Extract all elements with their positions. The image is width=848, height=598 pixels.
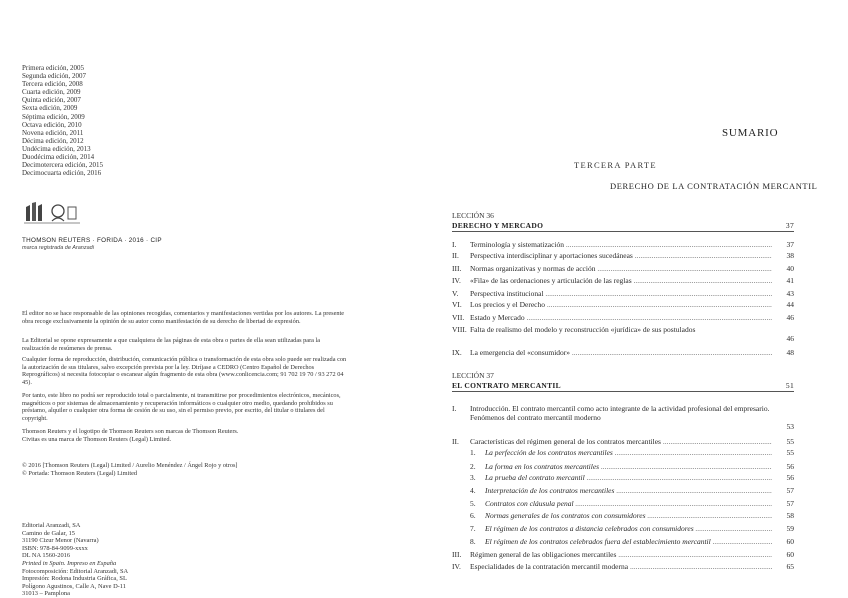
- publisher-name: THOMSON REUTERS · FORIDA · 2016 · CIP: [22, 237, 162, 244]
- page-number: 41: [786, 276, 794, 285]
- page-number: 55: [786, 448, 794, 457]
- imprint-line: Camino de Galar, 15: [22, 529, 75, 537]
- edition-line: Décima edición, 2012: [22, 136, 84, 145]
- legal-paragraph: Cualquier forma de reproducción, distribución, comunicación pública o transformación de esta obra solo puede ser realizada con la autorización de sus titulares, salvo excepción prevista por la ley. Diríjase a CEDRO (Centro Español de Derechos Reprográficos) si necesita fotocopiar o escanear algún fragmento de esta obra (www.conlicencia.com; 91 702 19 70 / 93 272 04 45).: [22, 356, 347, 386]
- lesson-title-text: EL CONTRATO MERCANTIL: [452, 381, 561, 390]
- page-number: 55: [786, 437, 794, 446]
- page-title: SUMARIO: [722, 127, 779, 139]
- entry-number: VII.: [452, 313, 465, 322]
- edition-line: Novena edición, 2011: [22, 128, 84, 137]
- edition-line: Decimotercera edición, 2015: [22, 161, 104, 170]
- page-number: 53: [786, 422, 794, 431]
- entry-title: Estado y Mercado .....: [470, 313, 772, 322]
- entry-title: La emergencia del «consumidor» .....: [470, 348, 772, 357]
- imprint-line: Editorial Aranzadi, SA: [22, 522, 81, 529]
- entry-number: III.: [452, 550, 462, 559]
- entry-number: 8.: [470, 537, 476, 546]
- entry-number: V.: [452, 289, 459, 298]
- page-number: 44: [786, 300, 794, 309]
- page-number: 46: [786, 334, 794, 343]
- page-number: 48: [786, 348, 794, 357]
- entry-number: IV.: [452, 276, 461, 285]
- imprint-line: Printed in Spain. Impreso en España: [22, 559, 117, 567]
- entry-title: «Fila» de las ordenaciones y articulación de las reglas .....: [470, 276, 772, 285]
- summary-page: [424, 0, 848, 597]
- legal-paragraph: Thomson Reuters y el logotipo de Thomson Reuters son marcas de Thomson Reuters.: [22, 428, 239, 435]
- entry-number: I.: [452, 240, 457, 249]
- edition-line: Séptima edición, 2009: [22, 112, 85, 121]
- entry-number: II.: [452, 251, 459, 260]
- page-number: 58: [786, 511, 794, 520]
- entry-number: II.: [452, 437, 459, 446]
- imprint-line: Polígono Agustinos, Calle A, Nave D-11: [22, 582, 126, 590]
- entry-title: Introducción. El contrato mercantil como acto integrante de la actividad profesional del empresario. Fenómenos del contrato mercantil moderno: [470, 404, 770, 423]
- legal-paragraph: El editor no se hace responsable de las opiniones recogidas, comentarios y manifestaciones vertidas por los autores. La presente obra recoge exclusivamente la opinión de su autor como manifestación de su derecho de libertad de expresión.: [22, 310, 345, 325]
- page-number: 46: [786, 313, 794, 322]
- lesson-title-text: DERECHO Y MERCADO: [452, 221, 544, 230]
- edition-line: Sexta edición, 2009: [22, 104, 78, 113]
- page-number: 38: [786, 251, 794, 260]
- entry-title: El régimen de los contratos a distancia celebrados con consumidores .....: [485, 524, 772, 533]
- page-number: 43: [786, 289, 794, 298]
- entry-title: Falta de realismo del modelo y reconstrucción «jurídica» de sus postulados: [470, 325, 696, 334]
- entry-number: IV.: [452, 562, 461, 571]
- entry-number: 6.: [470, 511, 476, 520]
- entry-title: Perspectiva institucional .....: [470, 289, 772, 298]
- imprint-block: [22, 522, 128, 598]
- imprint-line: 31190 Cizur Menor (Navarra): [22, 537, 99, 545]
- lesson-label: LECCIÓN 36: [452, 211, 494, 220]
- publisher-note: marca registrada de Aranzadi: [22, 245, 94, 251]
- entry-number: VI.: [452, 300, 462, 309]
- entry-number: 7.: [470, 524, 476, 533]
- edition-history: [22, 64, 103, 177]
- entry-number: 5.: [470, 499, 476, 508]
- entry-title: Terminología y sistematización .....: [470, 240, 772, 249]
- page-number: 51: [785, 381, 794, 390]
- page-number: 57: [786, 486, 794, 495]
- edition-line: Tercera edición, 2008: [22, 80, 83, 89]
- legal-paragraph: Civitas es una marca de Thomson Reuters (Legal) Limited.: [22, 436, 172, 443]
- entry-title: La perfección de los contratos mercantiles .....: [485, 448, 772, 457]
- legal-paragraph: Por tanto, este libro no podrá ser reproducido total o parcialmente, ni transmitirse por procedimientos electrónicos, mecánicos, magnéticos o por sistemas de almacenamiento y recuperación informáticos o cualquier otro medio, quedando prohibidos su préstamo, alquiler o cualquier otra forma de cesión de su uso, sin el permiso previo, por escrito, del titular o titulares del copyright.: [22, 392, 341, 422]
- entry-title: La forma en los contratos mercantiles .....: [485, 462, 772, 471]
- entry-number: IX.: [452, 348, 462, 357]
- entry-number: 3.: [470, 473, 476, 482]
- imprint-line: Impresión: Rodona Industria Gráfica, SL: [22, 575, 127, 583]
- copyright-line: © 2016 [Thomson Reuters (Legal) Limited / Aurelio Menéndez / Ángel Rojo y otros]: [22, 462, 238, 469]
- edition-line: Primera edición, 2005: [22, 64, 85, 72]
- edition-line: Cuarta edición, 2009: [22, 88, 81, 97]
- page-number: 60: [786, 550, 794, 559]
- entry-title: Interpretación de los contratos mercantiles .....: [485, 486, 772, 495]
- edition-line: Quinta edición, 2007: [22, 96, 81, 105]
- entry-title: Normas organizativas y normas de acción .....: [470, 264, 772, 273]
- entry-number: VIII.: [452, 325, 467, 334]
- imprint-line: DL NA 1560-2016: [22, 552, 71, 560]
- lesson-title: [452, 381, 794, 392]
- entry-title: Los precios y el Derecho .....: [470, 300, 772, 309]
- lesson-title: [452, 221, 794, 232]
- publisher-logo: [22, 201, 82, 225]
- copyright-line: © Portada: Thomson Reuters (Legal) Limited: [22, 470, 138, 477]
- part-label: TERCERA PARTE: [574, 160, 657, 170]
- page-number: 37: [785, 221, 794, 230]
- edition-line: Decimocuarta edición, 2016: [22, 169, 102, 178]
- entry-title: Características del régimen general de los contratos mercantiles .....: [470, 437, 772, 446]
- entry-title: Régimen general de las obligaciones mercantiles .....: [470, 550, 772, 559]
- edition-line: Duodécima edición, 2014: [22, 153, 95, 162]
- entry-number: III.: [452, 264, 462, 273]
- page-number: 56: [786, 462, 794, 471]
- page-number: 59: [786, 524, 794, 533]
- page-number: 56: [786, 473, 794, 482]
- page-number: 60: [786, 537, 794, 546]
- entry-title: El régimen de los contratos celebrados fuera del establecimiento mercantil .....: [485, 537, 772, 546]
- page-number: 37: [786, 240, 794, 249]
- entry-number: 2.: [470, 462, 476, 471]
- entry-number: 1.: [470, 448, 476, 457]
- legal-paragraph: La Editorial se opone expresamente a que cualquiera de las páginas de esta obra o partes de ella sean utilizadas para la realización de resúmenes de prensa.: [22, 337, 321, 352]
- entry-title: Normas generales de los contratos con consumidores .....: [485, 511, 772, 520]
- entry-number: 4.: [470, 486, 476, 495]
- edition-line: Undécima edición, 2013: [22, 144, 91, 153]
- edition-line: Octava edición, 2010: [22, 120, 82, 129]
- imprint-line: ISBN: 978-84-9099-xxxx: [22, 544, 88, 552]
- entry-title: Especialidades de la contratación mercantil moderna .....: [470, 562, 772, 571]
- copyright-page: [0, 0, 424, 597]
- edition-line: Segunda edición, 2007: [22, 72, 86, 81]
- page-number: 65: [786, 562, 794, 571]
- part-title: DERECHO DE LA CONTRATACIÓN MERCANTIL: [610, 181, 818, 191]
- lesson-label: LECCIÓN 37: [452, 371, 494, 380]
- page-number: 40: [786, 264, 794, 273]
- page-number: 57: [786, 499, 794, 508]
- imprint-line: Fotocomposición: Editorial Aranzadi, SA: [22, 567, 129, 575]
- entry-title: Perspectiva interdisciplinar y aportaciones sucedáneas .....: [470, 251, 772, 260]
- entry-title: La prueba del contrato mercantil .....: [485, 473, 772, 482]
- entry-number: I.: [452, 404, 457, 413]
- imprint-line: 31013 – Pamplona: [22, 590, 70, 598]
- entry-title: Contratos con cláusula penal .....: [485, 499, 772, 508]
